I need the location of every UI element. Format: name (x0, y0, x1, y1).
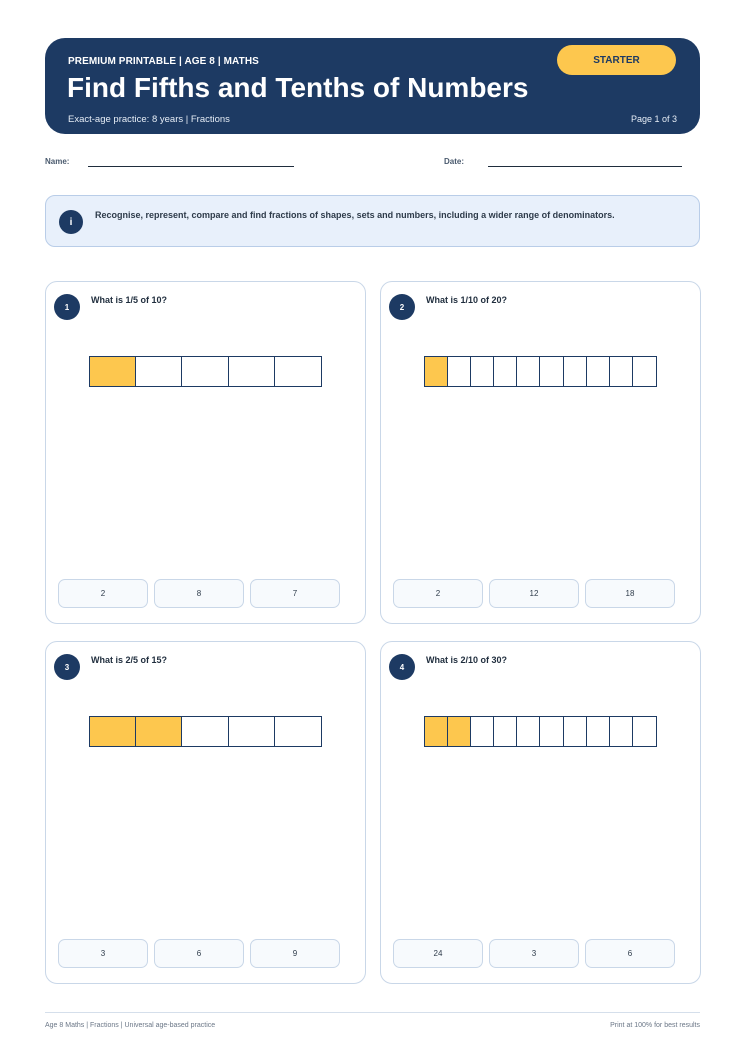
level-badge: STARTER (557, 45, 676, 75)
fraction-bar (89, 356, 322, 387)
answer-choice[interactable]: 7 (250, 579, 340, 608)
footer-divider (45, 1012, 700, 1013)
fraction-bar (424, 716, 657, 747)
answer-choice[interactable]: 3 (489, 939, 579, 968)
shaded-part (136, 717, 182, 746)
answer-choice[interactable]: 6 (154, 939, 244, 968)
learning-objective-text: Recognise, represent, compare and find fractions of shapes, sets and numbers, including a wider range of denominators. (95, 210, 615, 220)
question-number: 4 (389, 654, 415, 680)
question-text: What is 1/5 of 10? (91, 295, 168, 305)
answer-choice[interactable]: 12 (489, 579, 579, 608)
date-field[interactable] (488, 166, 682, 167)
page-number: Page 1 of 3 (630, 114, 677, 124)
answer-choices (58, 939, 340, 968)
unshaded-part (517, 717, 540, 746)
unshaded-part (633, 717, 656, 746)
unshaded-part (229, 717, 275, 746)
date-label: Date: (444, 157, 465, 166)
unshaded-part (517, 357, 540, 386)
answer-choices (58, 579, 340, 608)
unshaded-part (275, 717, 321, 746)
shaded-part (425, 717, 448, 746)
print-note: Print at 100% for best results (610, 1022, 700, 1029)
name-field[interactable] (88, 166, 294, 167)
question-card (380, 281, 701, 624)
shaded-part (90, 357, 136, 386)
name-label: Name: (45, 157, 70, 166)
answer-choice[interactable]: 18 (585, 579, 675, 608)
answer-choice[interactable]: 2 (393, 579, 483, 608)
unshaded-part (275, 357, 321, 386)
answer-choice[interactable]: 6 (585, 939, 675, 968)
unshaded-part (494, 717, 517, 746)
info-icon: i (59, 210, 83, 234)
question-number: 2 (389, 294, 415, 320)
header-kicker: PREMIUM PRINTABLE | AGE 8 | MATHS (68, 56, 259, 67)
answer-choice[interactable]: 9 (250, 939, 340, 968)
unshaded-part (587, 357, 610, 386)
unshaded-part (471, 357, 494, 386)
unshaded-part (182, 717, 228, 746)
question-text: What is 2/5 of 15? (91, 655, 168, 665)
unshaded-part (587, 717, 610, 746)
fraction-bar (424, 356, 657, 387)
unshaded-part (494, 357, 517, 386)
unshaded-part (610, 357, 633, 386)
question-number: 3 (54, 654, 80, 680)
unshaded-part (448, 357, 471, 386)
question-card (45, 641, 366, 984)
unshaded-part (229, 357, 275, 386)
question-card (45, 281, 366, 624)
answer-choices (393, 579, 675, 608)
shaded-part (448, 717, 471, 746)
unshaded-part (471, 717, 494, 746)
shaded-part (90, 717, 136, 746)
unshaded-part (540, 717, 563, 746)
footer-text: Age 8 Maths | Fractions | Universal age-based practice (45, 1022, 216, 1029)
question-text: What is 2/10 of 30? (426, 655, 508, 665)
question-number: 1 (54, 294, 80, 320)
unshaded-part (182, 357, 228, 386)
shaded-part (425, 357, 448, 386)
answer-choices (393, 939, 675, 968)
unshaded-part (564, 717, 587, 746)
unshaded-part (136, 357, 182, 386)
unshaded-part (610, 717, 633, 746)
answer-choice[interactable]: 8 (154, 579, 244, 608)
header-subtitle: Exact-age practice: 8 years | Fractions (68, 114, 230, 125)
fraction-bar (89, 716, 322, 747)
question-card (380, 641, 701, 984)
answer-choice[interactable]: 24 (393, 939, 483, 968)
page-title: Find Fifths and Tenths of Numbers (67, 72, 529, 103)
worksheet-header (45, 38, 700, 134)
answer-choice[interactable]: 2 (58, 579, 148, 608)
unshaded-part (633, 357, 656, 386)
question-text: What is 1/10 of 20? (426, 295, 508, 305)
answer-choice[interactable]: 3 (58, 939, 148, 968)
learning-objective-box (45, 195, 700, 247)
unshaded-part (540, 357, 563, 386)
unshaded-part (564, 357, 587, 386)
